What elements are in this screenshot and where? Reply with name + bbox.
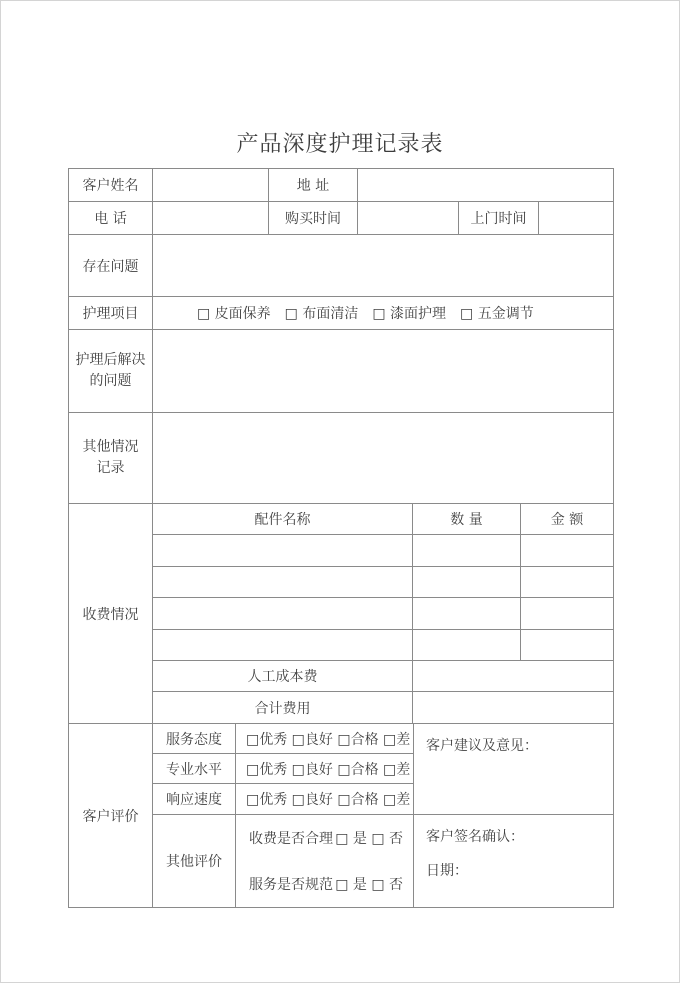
response-speed-label: 响应速度 xyxy=(153,784,236,815)
customer-name-label: 客户姓名 xyxy=(69,169,153,202)
fee-amount-input-cell xyxy=(521,567,614,598)
suggestion-cell xyxy=(414,724,614,815)
other-records-label-line1: 其他情况 xyxy=(82,439,139,455)
signature-label: 客户签名确认： xyxy=(426,829,524,845)
fee-reasonable-row xyxy=(249,828,403,848)
fee-reasonable-answer: □ 是 □ 否 xyxy=(335,831,403,847)
service-standard-question: 服务是否规范 xyxy=(249,877,333,893)
fee-part-input-cell xyxy=(153,630,413,661)
phone-input-cell xyxy=(153,202,269,235)
visit-time-label: 上门时间 xyxy=(459,202,539,235)
service-standard-answer: □ 是 □ 否 xyxy=(335,877,403,893)
quantity-header: 数 量 xyxy=(413,504,521,535)
phone-label: 电 话 xyxy=(69,202,153,235)
solved-problems-label xyxy=(69,330,153,413)
other-records-label-line2: 记录 xyxy=(96,460,125,476)
fee-part-input-cell xyxy=(153,567,413,598)
amount-header: 金 额 xyxy=(521,504,614,535)
professional-level-rating-scale: □优秀 □良好 □合格 □差 xyxy=(236,754,414,784)
form-table xyxy=(68,168,613,908)
visit-time-input-cell xyxy=(539,202,614,235)
purchase-time-input-cell xyxy=(358,202,459,235)
fee-amount-input-cell xyxy=(521,535,614,567)
date-label: 日期： xyxy=(426,863,468,879)
total-cost-label: 合计费用 xyxy=(153,692,413,724)
other-records-label xyxy=(69,413,153,504)
existing-problems-label: 存在问题 xyxy=(69,235,153,297)
part-name-header: 配件名称 xyxy=(153,504,413,535)
evaluation-section xyxy=(68,723,614,908)
labor-cost-label: 人工成本费 xyxy=(153,661,413,692)
solved-problems-label-line1: 护理后解决 xyxy=(75,352,146,368)
service-attitude-rating-scale: □优秀 □良好 □合格 □差 xyxy=(236,724,414,754)
other-evaluation-label: 其他评价 xyxy=(153,815,236,908)
fee-reasonable-question: 收费是否合理 xyxy=(249,831,333,847)
fee-qty-input-cell xyxy=(413,630,521,661)
address-input-cell xyxy=(358,169,614,202)
other-records-input-cell xyxy=(153,413,614,504)
fee-qty-input-cell xyxy=(413,598,521,630)
other-evaluation-questions-cell xyxy=(236,815,414,908)
fee-amount-input-cell xyxy=(521,598,614,630)
form-title: 产品深度护理记录表 xyxy=(236,132,444,157)
fee-part-input-cell xyxy=(153,535,413,567)
labor-cost-input-cell xyxy=(413,661,614,692)
professional-level-label: 专业水平 xyxy=(153,754,236,784)
fee-part-input-cell xyxy=(153,598,413,630)
fee-qty-input-cell xyxy=(413,567,521,598)
suggestion-label: 客户建议及意见： xyxy=(426,738,538,754)
details-section xyxy=(68,234,614,504)
fees-label: 收费情况 xyxy=(69,504,153,724)
signature-cell xyxy=(414,815,614,908)
total-cost-input-cell xyxy=(413,692,614,724)
fee-amount-input-cell xyxy=(521,630,614,661)
fees-section xyxy=(68,503,614,724)
fee-qty-input-cell xyxy=(413,535,521,567)
solved-problems-label-line2: 的问题 xyxy=(89,373,132,389)
info-section xyxy=(68,168,614,235)
service-standard-row xyxy=(249,874,403,894)
care-items-label: 护理项目 xyxy=(69,297,153,330)
evaluation-label: 客户评价 xyxy=(69,724,153,908)
response-speed-rating-scale: □优秀 □良好 □合格 □差 xyxy=(236,784,414,815)
care-items-options: □ 皮面保养 □ 布面清洁 □ 漆面护理 □ 五金调节 xyxy=(153,297,614,330)
customer-name-input-cell xyxy=(153,169,269,202)
existing-problems-input-cell xyxy=(153,235,614,297)
service-attitude-label: 服务态度 xyxy=(153,724,236,754)
address-label: 地 址 xyxy=(269,169,358,202)
solved-problems-input-cell xyxy=(153,330,614,413)
purchase-time-label: 购买时间 xyxy=(269,202,358,235)
